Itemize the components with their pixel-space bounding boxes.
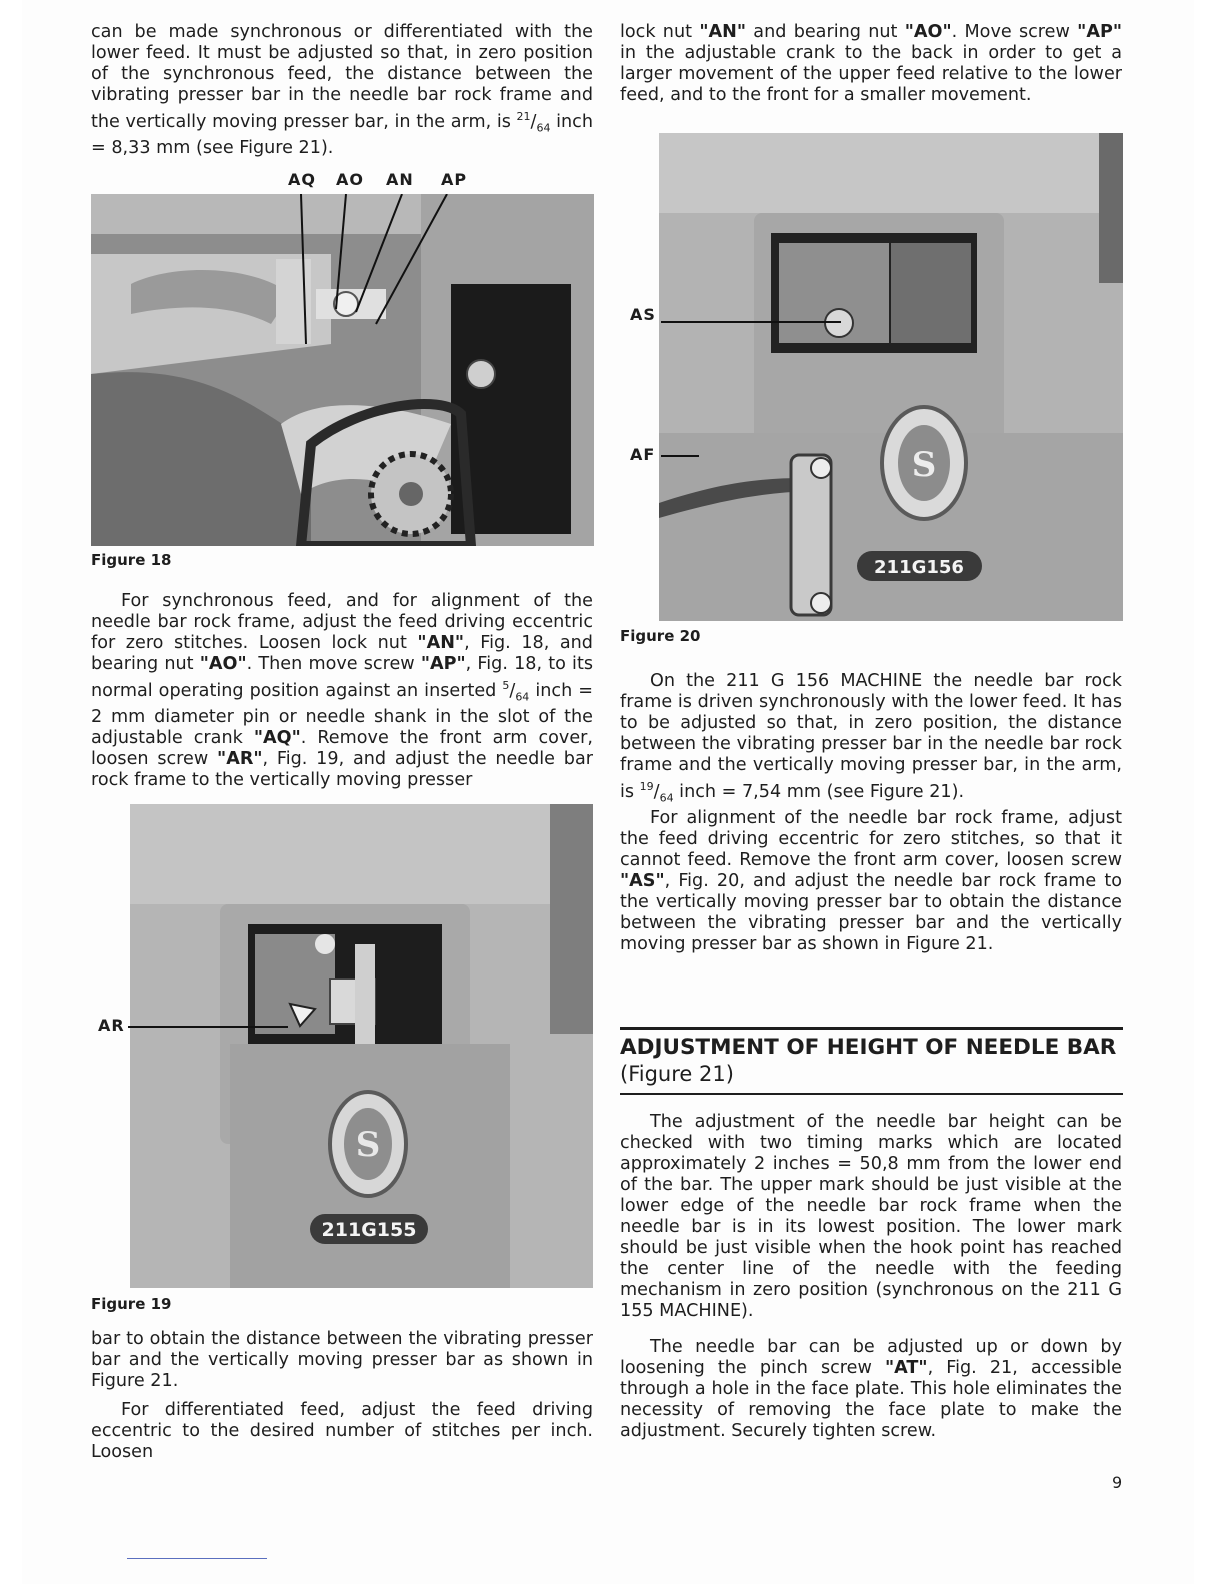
figure19-ar-leader-line [128,1026,288,1028]
left-continuation-paragraph: bar to obtain the distance between the vibrating presser bar and the vertically moving presser bar as shown in Figure 21. [91,1329,593,1391]
svg-text:S: S [911,445,937,485]
left-synchronous-paragraph: For synchronous feed, and for alignment of the needle bar rock frame, adjust the feed driving eccentric for zero stitches. Loosen lock nut "AN", Fig. 18, and bearing nut "AO". Then move screw "AP", Fig. 18, to its normal operating position against an inserted $^5/_{64}$ inch = 2 mm diameter pin or needle shank in the slot of the adjustable crank "AQ". Remove the front arm cover, loosen screw "AR", Fig. 19, and adjust the needle bar rock frame to the vertically moving presser [91,591,594,791]
right-pinch-paragraph: The needle bar can be adjusted up or down by loosening the pinch screw "AT", Fig. 21, accessible through a hole in the face plate. This hole eliminates the necessity of removing the face plate to make the adjustment. Securely tighten screw. [620,1337,1122,1441]
figure18-caption: Figure 18 [91,551,172,569]
left-intro-paragraph: can be made synchronous or differentiated with the lower feed. It must be adjusted so that, in zero position of the synchronous feed, the distance between the vibrating presser bar in the needle bar rock frame and the vertically moving presser bar, in the arm, is $^{21}/_{64}$ inch = 8,33 mm (see Figure 21). [91,22,593,159]
section-subheading: (Figure 21) [620,1062,734,1086]
figure19-caption: Figure 19 [91,1295,172,1313]
fig18-label-ao: AO [336,170,364,189]
page-number: 9 [1112,1473,1123,1492]
figure20-photo [659,133,1123,621]
fig18-label-ap: AP [441,170,468,189]
fig18-label-aq: AQ [288,170,316,189]
figure18-photo [91,194,594,546]
right-211g156-paragraph: On the 211 G 156 MACHINE the needle bar rock frame is driven synchronously with the lower feed. It has to be adjusted so that, in zero position, the distance between the vibrating presser bar in the needle bar rock frame and the vertically moving presser bar, in the arm, is $^{19}/_{64}$ inch = 7,54 mm (see Figure 21). For alignment of the needle bar rock frame, adjust the feed driving eccentric for zero stitches, so that it cannot feed. Remove the front arm cover, loosen screw "AS", Fig. 20, and adjust the needle bar rock frame to the vertically moving presser bar to obtain the distance between the vibrating presser bar and the vertically moving presser bar as shown in Figure 21. [620,671,1122,955]
figure19-nameplate: 211G155 [321,1219,417,1241]
bottom-link-rule [127,1558,267,1559]
figure20-as-leader-line [661,321,841,323]
svg-text:S: S [355,1125,381,1165]
fig18-label-an: AN [386,170,414,189]
figure20-label-as: AS [630,305,656,324]
right-height-paragraph: The adjustment of the needle bar height can be checked with two timing marks which are located approximately 2 inches = 50,8 mm from the lower end of the bar. The upper mark should be just visible at the lower edge of the needle bar rock frame when the needle bar is in its lowest position. The lower mark should be just visible when the hook point has reached the center line of the needle with the feeding mechanism in zero position (synchronous on the 211 G 155 MACHINE). [620,1112,1122,1321]
figure20-caption: Figure 20 [620,627,701,645]
figure20-af-leader-line [661,455,699,457]
left-differentiated-paragraph: For differentiated feed, adjust the feed driving eccentric to the desired number of stitches per inch. Loosen [91,1400,593,1462]
figure20-label-af: AF [630,445,656,464]
figure19-label-ar: AR [98,1016,125,1035]
figure19-photo [130,804,593,1288]
section-top-rule [620,1027,1123,1030]
section-bottom-rule [620,1093,1123,1095]
figure20-nameplate: 211G156 [874,557,964,578]
right-intro-paragraph: lock nut "AN" and bearing nut "AO". Move screw "AP" in the adjustable crank to the back in order to get a larger movement of the upper feed relative to the lower feed, and to the front for a smaller movement. [620,22,1123,105]
section-heading: ADJUSTMENT OF HEIGHT OF NEEDLE BAR [620,1035,1117,1060]
